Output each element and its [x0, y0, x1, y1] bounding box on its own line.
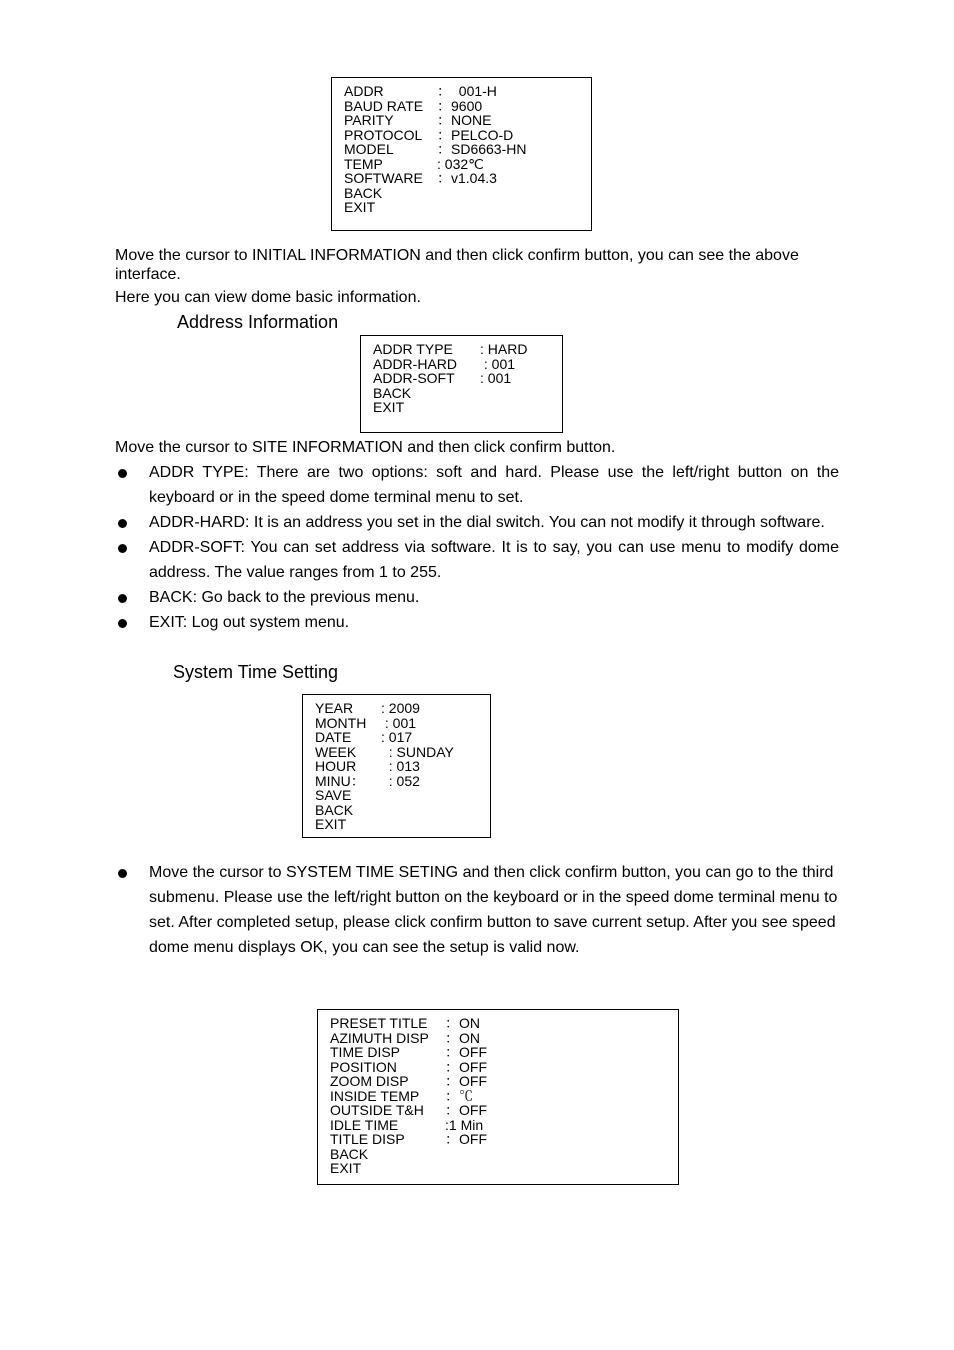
menu-value: ：SD6663-HN: [437, 141, 527, 157]
initial-info-paragraph: Move the cursor to INITIAL INFORMATION and then click confirm button, you can see the above interface.: [115, 247, 799, 283]
menu-value: ：℃: [445, 1087, 473, 1104]
menu-label: TEMP: [344, 155, 383, 172]
menu-label: PROTOCOL: [344, 126, 423, 143]
system-time-heading: System Time Setting: [173, 662, 339, 682]
menu-label: TIME DISP: [330, 1044, 401, 1060]
menu-label: HOUR: [315, 758, 357, 774]
menu-value: : 2009: [381, 700, 420, 716]
address-info-heading: Address Information: [177, 312, 339, 332]
menu-label: EXIT: [330, 1160, 362, 1176]
menu-label: EXIT: [315, 816, 347, 832]
bullet-dot: [118, 869, 127, 878]
menu-row: [330, 1147, 678, 1162]
bullet-dot: [118, 469, 127, 478]
menu-row: [330, 1161, 678, 1176]
bullet-dot: [118, 619, 127, 628]
menu-label: PARITY: [344, 112, 394, 128]
address-info-menu-box: [360, 335, 563, 433]
menu-label: ADDR-SOFT: [373, 370, 455, 386]
time-bullet-list: [115, 860, 839, 960]
menu-label: TITLE DISP: [330, 1131, 405, 1147]
menu-value: : 032℃: [437, 155, 484, 172]
menu-value: ：OFF: [445, 1131, 487, 1147]
menu-label: ZOOM DISP: [330, 1073, 409, 1089]
menu-value: : SUNDAY: [381, 743, 454, 760]
menu-value: : 013: [381, 758, 420, 774]
menu-label: IDLE TIME: [330, 1116, 399, 1133]
menu-value: : 017: [381, 729, 413, 745]
menu-value: ：OFF: [445, 1102, 487, 1118]
menu-row: [344, 157, 591, 172]
menu-label: SOFTWARE: [344, 170, 423, 186]
menu-label: BACK: [344, 184, 383, 201]
bullet-addr-soft: [115, 535, 839, 585]
menu-row: [330, 1060, 678, 1075]
menu-value: : 052: [381, 772, 420, 789]
menu-value: ：PELCO-D: [437, 126, 514, 143]
menu-label: AZIMUTH DISP: [330, 1029, 429, 1046]
menu-row: [344, 142, 591, 157]
menu-value: ：v1.04.3: [437, 170, 497, 186]
menu-value: ：9600: [437, 97, 483, 114]
menu-label: MODEL: [344, 141, 394, 157]
menu-row: [315, 817, 490, 832]
bullet-text: EXIT: Log out system menu.: [149, 614, 350, 631]
menu-row: [330, 1031, 678, 1046]
menu-label: BACK: [330, 1145, 369, 1162]
menu-value: ：OFF: [445, 1044, 487, 1060]
menu-label: WEEK: [315, 743, 357, 760]
menu-label: ADDR TYPE: [373, 341, 453, 357]
system-time-menu-box: [302, 694, 491, 838]
menu-row: [373, 400, 562, 415]
menu-row: [315, 788, 490, 803]
menu-label: BACK: [373, 384, 412, 401]
menu-row: [344, 200, 591, 215]
menu-value: :1 Min: [445, 1116, 484, 1133]
bullet-addr-type: [115, 460, 839, 510]
menu-label: EXIT: [344, 199, 376, 215]
menu-row: [315, 803, 490, 818]
menu-value: ：OFF: [445, 1073, 487, 1089]
bullet-text: ADDR-HARD: It is an address you set in the dial switch. You can not modify it through software.: [149, 514, 825, 531]
menu-row: [330, 1103, 678, 1118]
bullet-system-time: [115, 860, 839, 960]
menu-row: [315, 759, 490, 774]
bullet-dot: [118, 594, 127, 603]
menu-row: [315, 701, 490, 716]
menu-row: [344, 128, 591, 143]
menu-value: ：OFF: [445, 1058, 487, 1075]
menu-row: [315, 730, 490, 745]
bullet-dot: [118, 519, 127, 528]
menu-label: MONTH: [315, 714, 367, 731]
address-bullet-list: [115, 460, 839, 635]
menu-value: : 001: [381, 714, 417, 731]
menu-row: [330, 1045, 678, 1060]
menu-row: [315, 716, 490, 731]
menu-value: : 001: [480, 355, 516, 372]
bullet-exit: [115, 610, 839, 635]
menu-row: [315, 745, 490, 760]
bullet-dot: [118, 544, 127, 553]
menu-value: ：ON: [445, 1029, 480, 1046]
menu-label: OUTSIDE T&H: [330, 1102, 424, 1118]
menu-label: MINU：: [315, 772, 365, 789]
menu-row: [330, 1118, 678, 1133]
display-setting-menu-box: [317, 1009, 679, 1185]
menu-label: BACK: [315, 801, 354, 818]
menu-label: EXIT: [373, 399, 405, 415]
menu-row: [344, 84, 591, 99]
bullet-addr-hard: [115, 510, 839, 535]
menu-value: ：NONE: [437, 112, 492, 128]
menu-row: [373, 371, 562, 386]
menu-row: [344, 186, 591, 201]
menu-value: : HARD: [480, 341, 528, 357]
menu-row: [315, 774, 490, 789]
menu-label: SAVE: [315, 787, 352, 803]
menu-label: YEAR: [315, 700, 354, 716]
bullet-text: BACK: Go back to the previous menu.: [149, 589, 420, 606]
menu-row: [330, 1089, 678, 1104]
bullet-back: [115, 585, 839, 610]
site-info-paragraph: Move the cursor to SITE INFORMATION and then click confirm button.: [115, 439, 616, 456]
menu-label: BAUD RATE: [344, 97, 424, 114]
menu-label: ADDR-HARD: [373, 355, 457, 372]
menu-value: : 001: [480, 370, 512, 386]
menu-row: [330, 1132, 678, 1147]
menu-label: DATE: [315, 729, 352, 745]
menu-row: [344, 171, 591, 186]
menu-row: [330, 1016, 678, 1031]
bullet-text: ADDR-SOFT: You can set address via software. It is to say, you can use menu to modify dome address. The value ranges from 1 to 255.: [149, 539, 839, 581]
bullet-text: Move the cursor to SYSTEM TIME SETING and then click confirm button, you can go to the third submenu. Please use the left/right button on the keyboard or in the speed dome terminal menu to set. After completed setup, please click confirm button to save current setup. After you see speed dome menu displays OK, you can see the setup is valid now.: [149, 864, 838, 956]
menu-label: INSIDE TEMP: [330, 1087, 420, 1104]
menu-value: ： 001-H: [437, 83, 497, 99]
menu-label: PRESET TITLE: [330, 1015, 428, 1031]
basic-info-paragraph: Here you can view dome basic information.: [115, 289, 421, 306]
menu-value: ：ON: [445, 1015, 480, 1031]
menu-row: [373, 386, 562, 401]
menu-row: [344, 113, 591, 128]
bullet-text: ADDR TYPE: There are two options: soft and hard. Please use the left/right button on the keyboard or in the speed dome terminal menu to set.: [149, 464, 839, 506]
menu-label: POSITION: [330, 1058, 397, 1075]
menu-row: [373, 342, 562, 357]
menu-row: [330, 1074, 678, 1089]
initial-info-menu-box: [331, 77, 592, 231]
menu-label: ADDR: [344, 83, 384, 99]
menu-row: [373, 357, 562, 372]
menu-row: [344, 99, 591, 114]
